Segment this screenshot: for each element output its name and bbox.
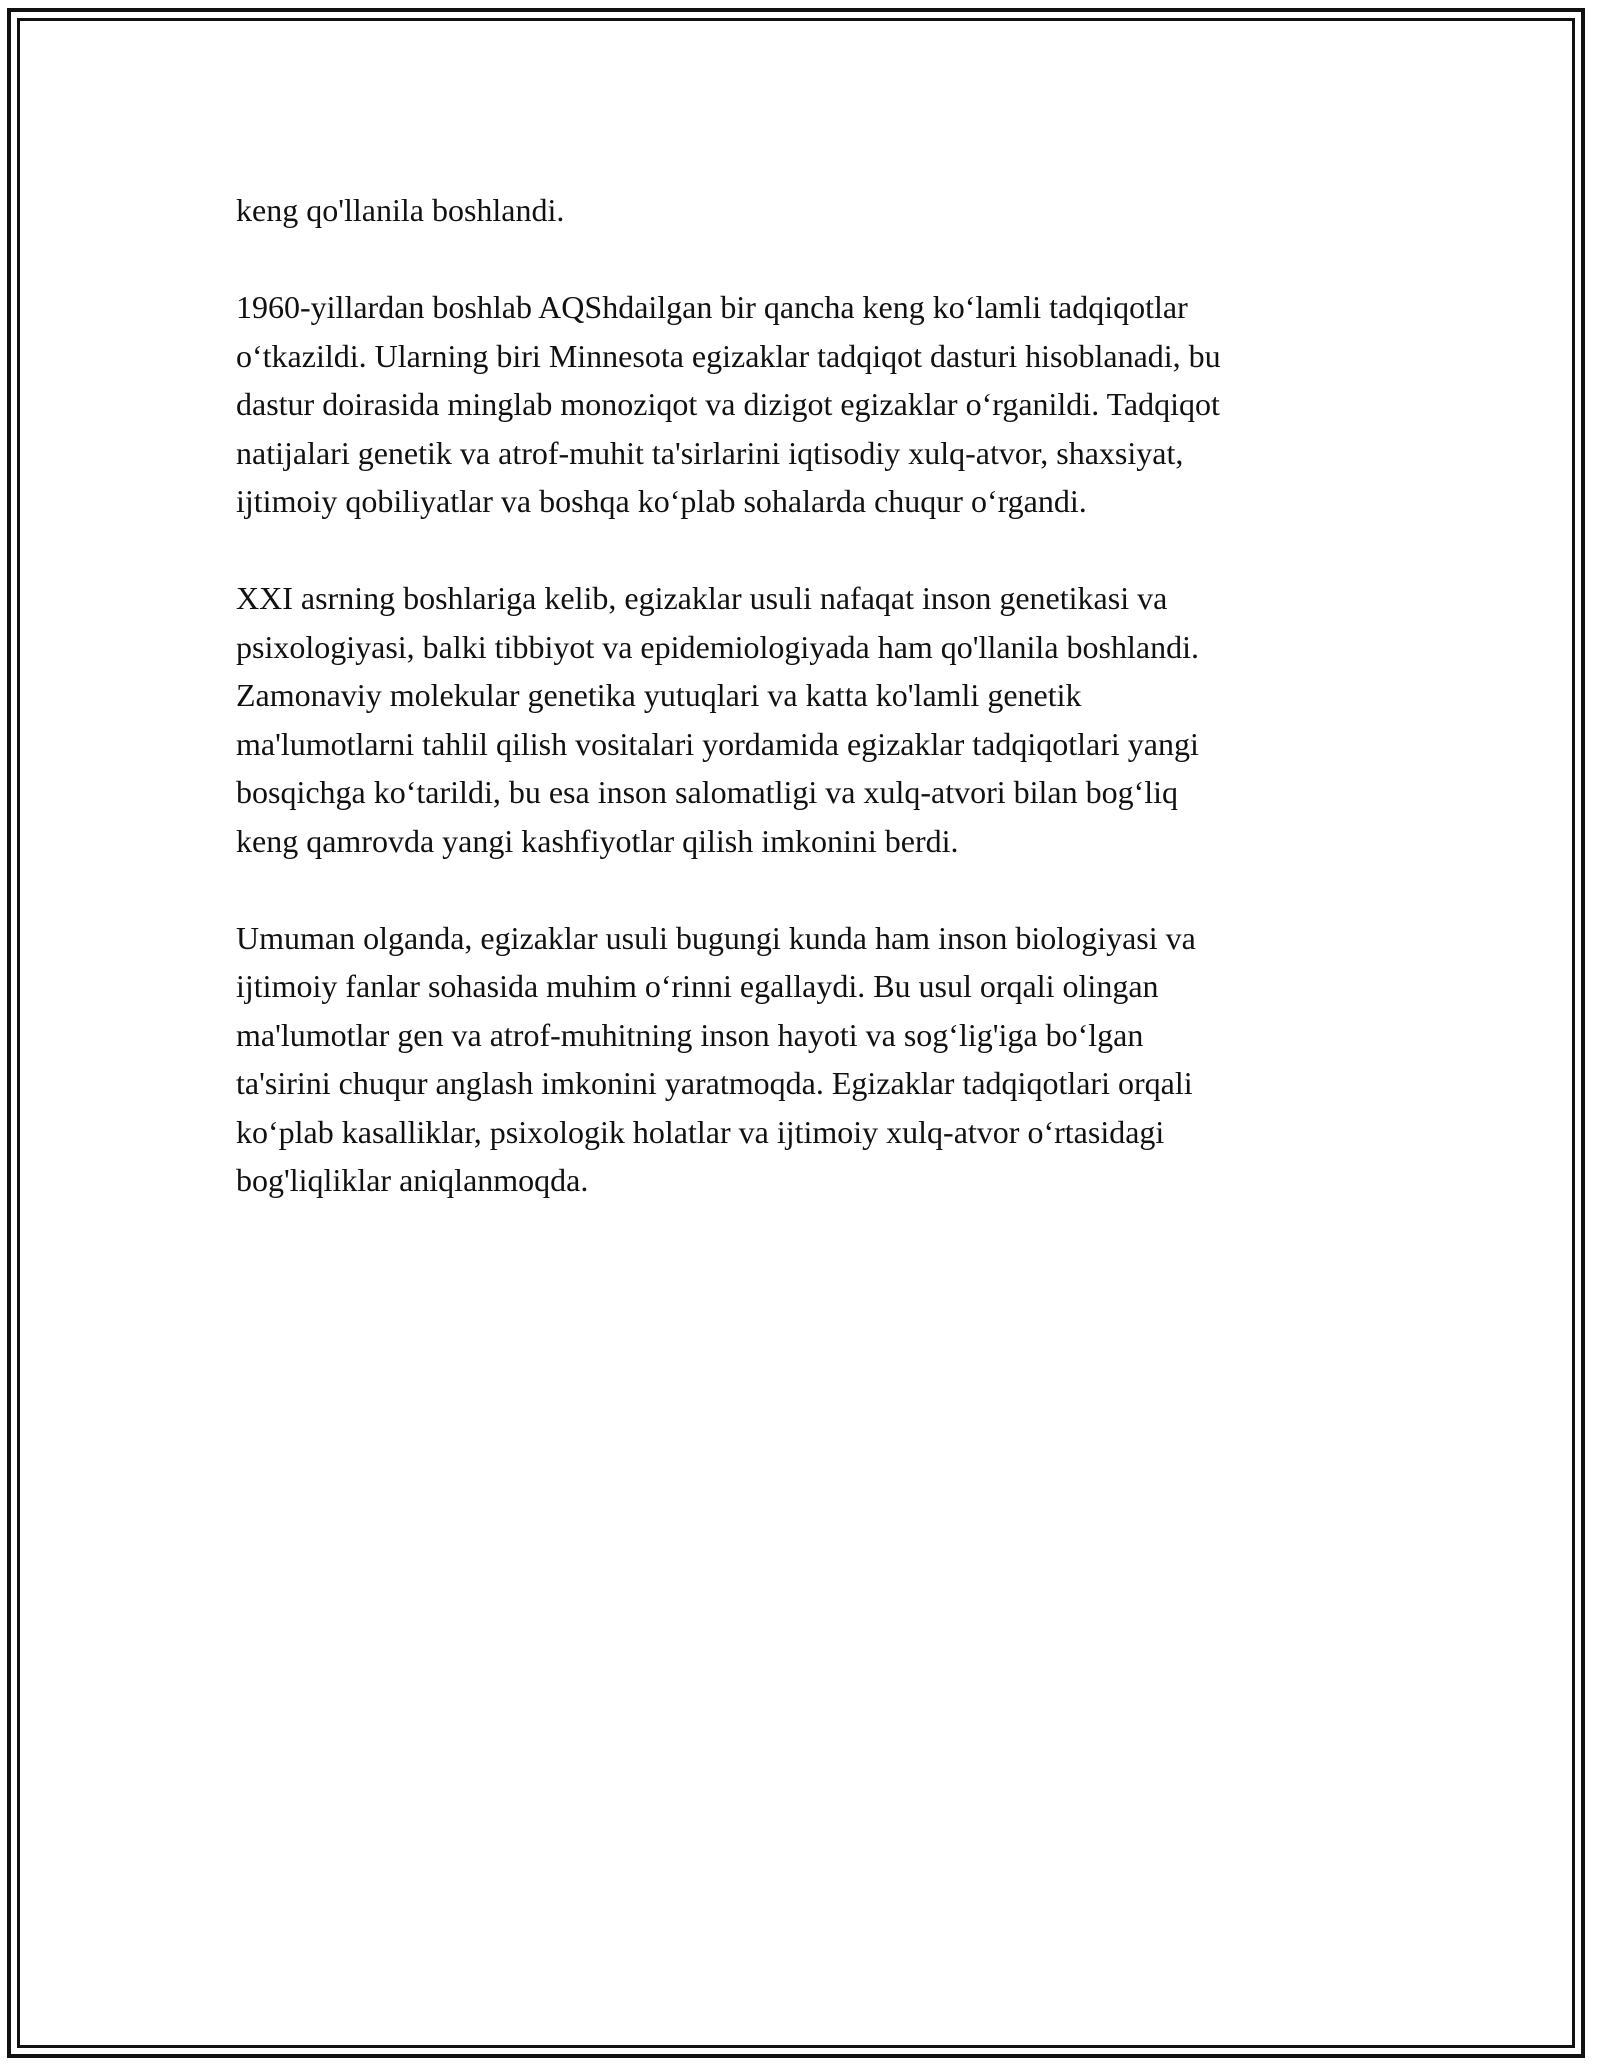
text-line: ijtimoiy qobiliyatlar va boshqa koʻplab sohalarda chuqur oʻrgandi. xyxy=(236,483,1087,519)
text-line: 1960-yillardan boshlab AQShdailgan bir qancha keng koʻlamli tadqiqotlar xyxy=(236,289,1188,325)
text-line: ijtimoiy fanlar sohasida muhim oʻrinni egallaydi. Bu usul orqali olingan xyxy=(236,968,1159,1004)
text-line: oʻtkazildi. Ularning biri Minnesota egizaklar tadqiqot dasturi hisoblanadi, bu xyxy=(236,337,1221,374)
text-line: psixologiyasi, balki tibbiyot va epidemiologiyada ham qo'llanila boshlandi. xyxy=(236,628,1199,665)
text-line: bog'liqliklar aniqlanmoqda. xyxy=(236,1162,589,1198)
paragraph-2 xyxy=(236,283,1386,526)
text-line: ma'lumotlar gen va atrof-muhitning inson hayoti va sogʻlig'iga boʻlgan xyxy=(236,1016,1144,1053)
text-line: natijalari genetik va atrof-muhit ta'sirlarini iqtisodiy xulq-atvor, shaxsiyat, xyxy=(236,434,1184,471)
text-line: Zamonaviy molekular genetika yutuqlari va katta ko'lamli genetik xyxy=(236,677,1082,713)
paragraph-1 xyxy=(236,186,1386,235)
text-line: Umuman olganda, egizaklar usuli bugungi kunda ham inson biologiyasi va xyxy=(236,919,1196,956)
paragraph-3 xyxy=(236,574,1386,865)
text-line: koʻplab kasalliklar, psixologik holatlar va ijtimoiy xulq-atvor oʻrtasidagi xyxy=(236,1113,1165,1150)
document-body xyxy=(236,186,1386,1253)
paragraph-4 xyxy=(236,914,1386,1205)
text-line: XXI asrning boshlariga kelib, egizaklar usuli nafaqat inson genetikasi va xyxy=(236,580,1168,616)
text-line: bosqichga koʻtarildi, bu esa inson salomatligi va xulq-atvori bilan bogʻliq xyxy=(236,774,1179,810)
text-line: dastur doirasida minglab monoziqot va dizigot egizaklar oʻrganildi. Tadqiqot xyxy=(236,386,1220,422)
text-line: ma'lumotlarni tahlil qilish vositalari yordamida egizaklar tadqiqotlari yangi xyxy=(236,725,1199,762)
text-line: keng qo'llanila boshlandi. xyxy=(236,192,565,228)
text-line: keng qamrovda yangi kashfiyotlar qilish imkonini berdi. xyxy=(236,822,959,859)
text-line: ta'sirini chuqur anglash imkonini yaratmoqda. Egizaklar tadqiqotlari orqali xyxy=(236,1065,1193,1101)
